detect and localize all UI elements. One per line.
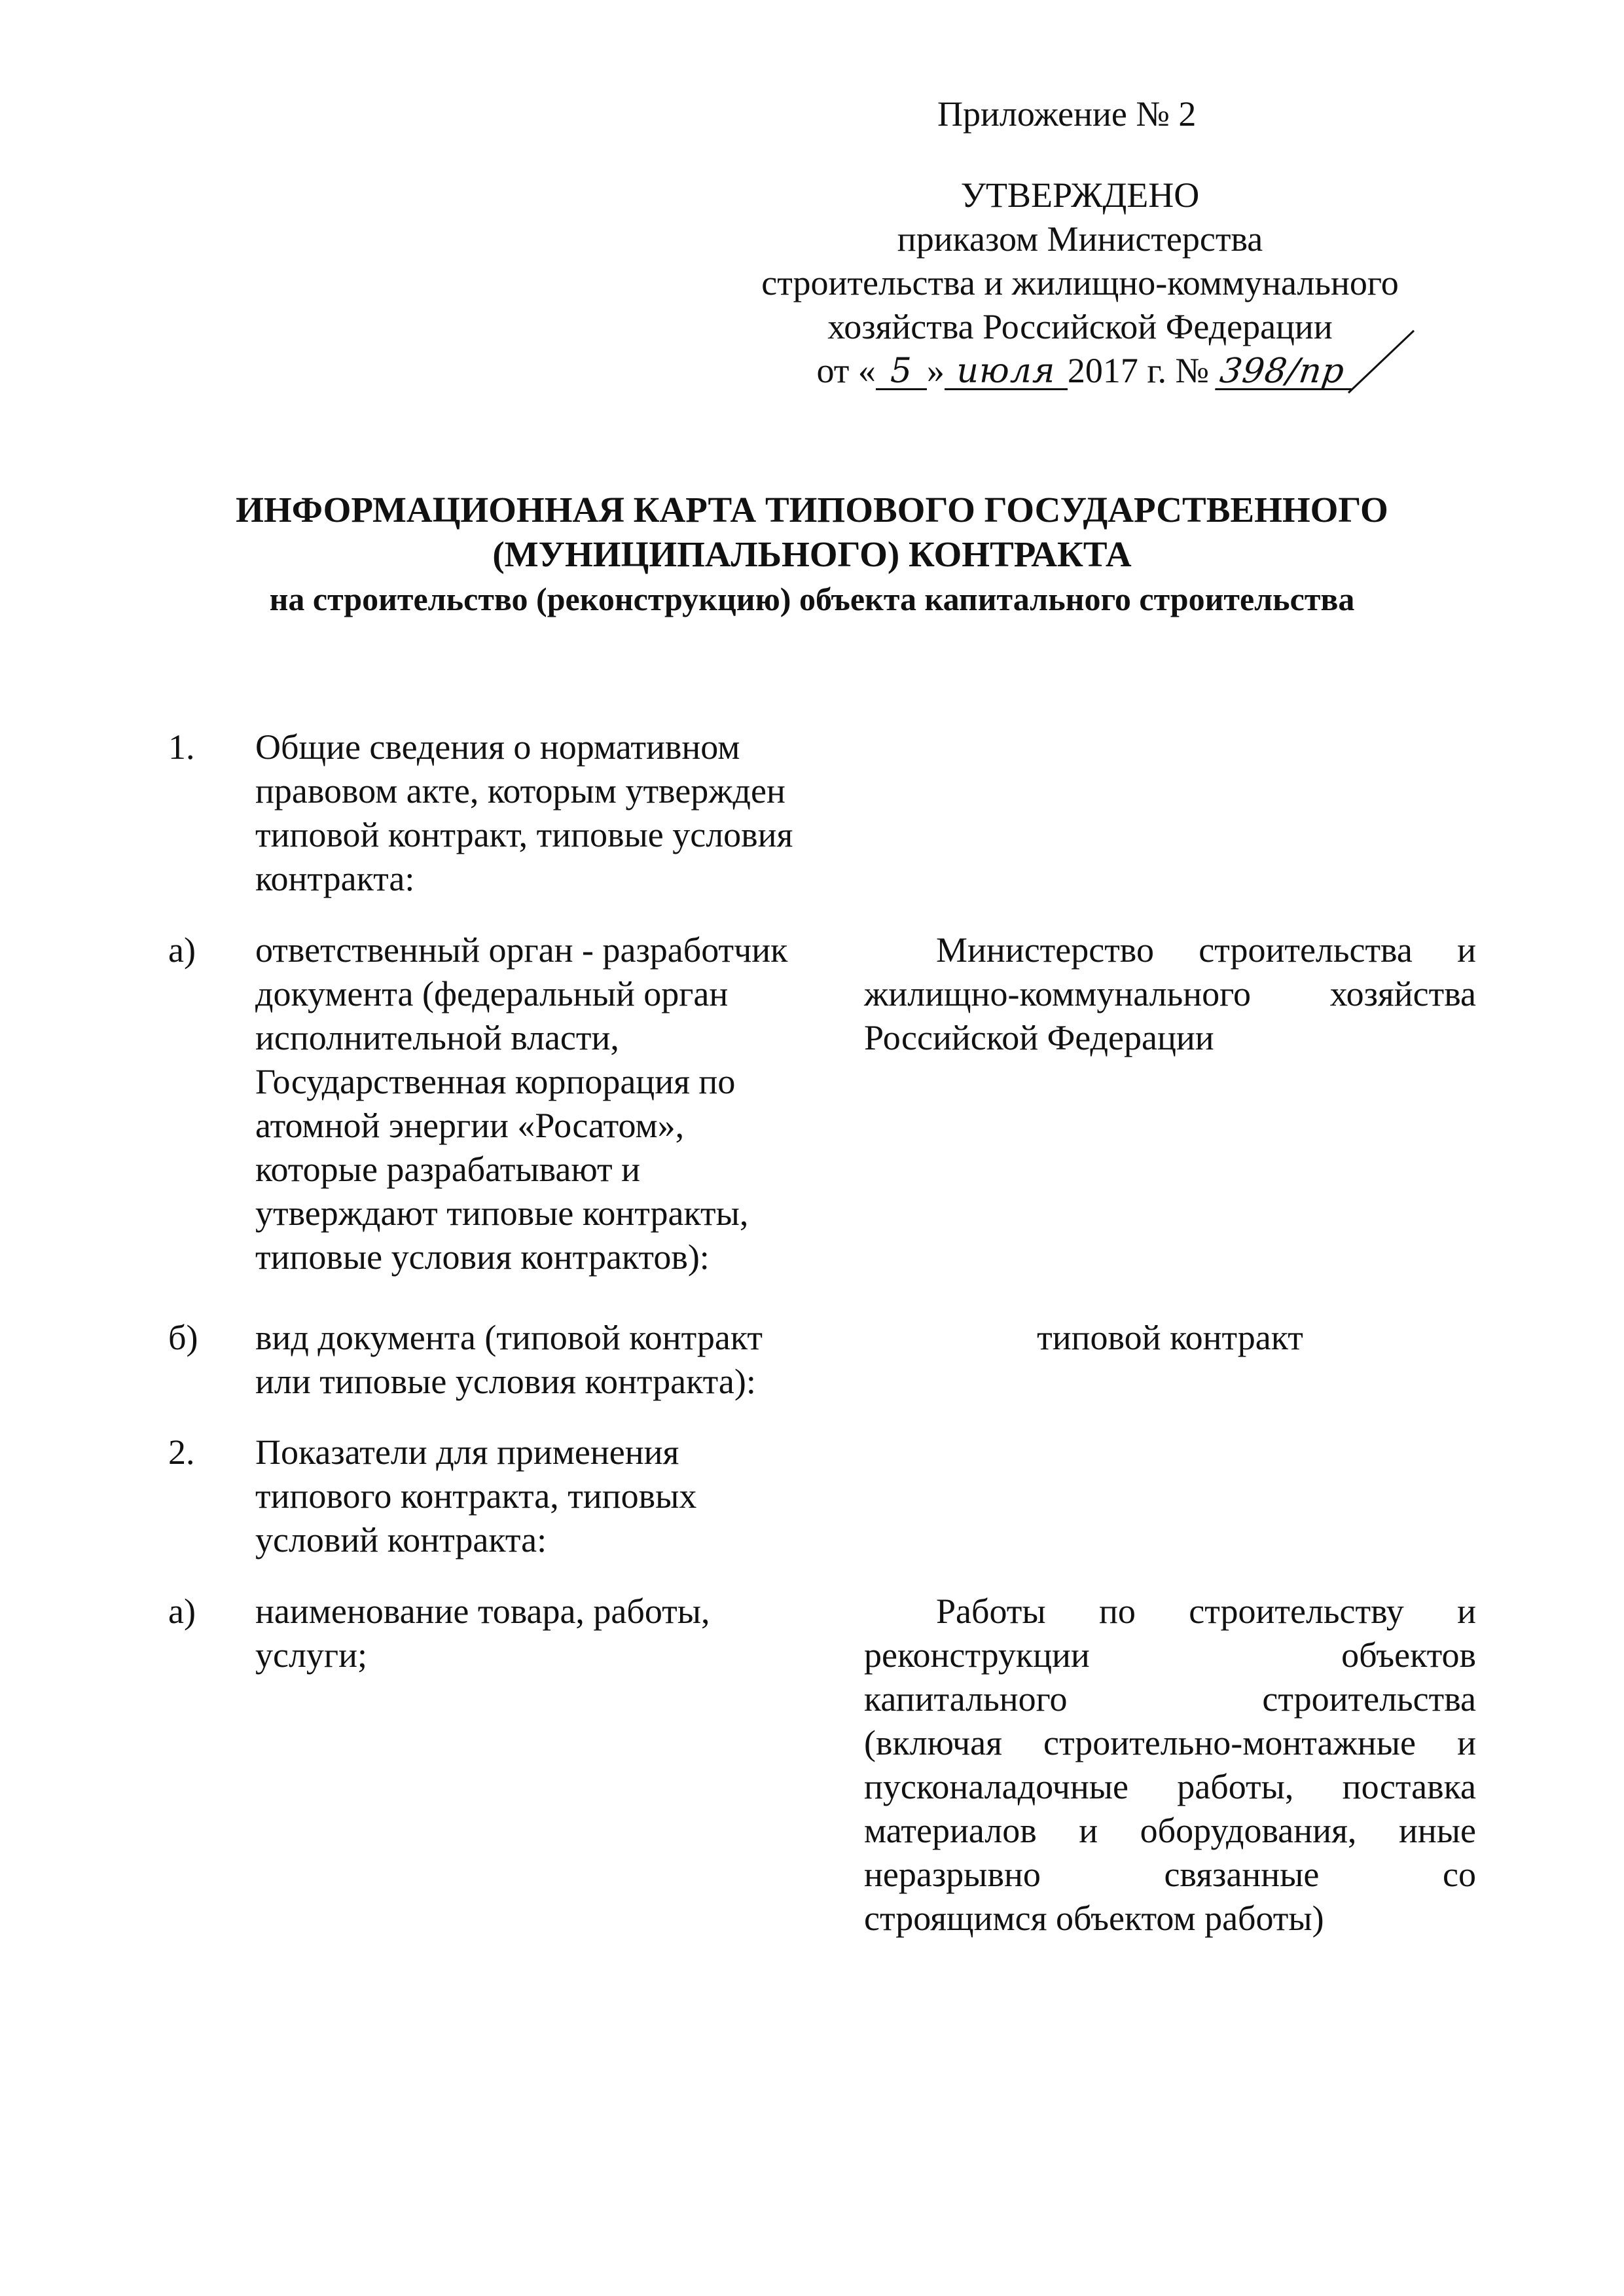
title-line-2: (МУНИЦИПАЛЬНОГО) КОНТРАКТА <box>492 534 1132 574</box>
value-line: жилищно-коммунального хозяйства <box>864 974 1476 1013</box>
label-line: наименование товара, работы, <box>255 1592 710 1631</box>
value-line: строящимся объектом работы) <box>864 1899 1324 1938</box>
item-label <box>255 928 871 1279</box>
label-line: Государственная корпорация по <box>255 1062 736 1101</box>
title-line-1: ИНФОРМАЦИОННАЯ КАРТА ТИПОВОГО ГОСУДАРСТВЕННОГО <box>236 490 1388 530</box>
approval-line-3: хозяйства Российской Федерации <box>827 307 1333 346</box>
item-number: 2. <box>168 1432 195 1472</box>
item-label <box>255 725 871 901</box>
label-line: Общие сведения о нормативном <box>255 727 740 767</box>
value-line: типовой контракт <box>1037 1318 1303 1357</box>
label-line: ответственный орган - разработчик <box>255 930 788 970</box>
document-title <box>131 488 1493 621</box>
label-line: исполнительной власти, <box>255 1018 619 1057</box>
label-line: Показатели для применения <box>255 1432 679 1472</box>
label-line: вид документа (типовой контракт <box>255 1318 763 1357</box>
label-line: атомной энергии «Росатом», <box>255 1106 685 1145</box>
item-1b-value <box>864 1316 1476 1360</box>
approval-date-line <box>732 349 1439 393</box>
item-number: б) <box>168 1318 198 1357</box>
label-line: услуги; <box>255 1635 367 1675</box>
item-label <box>255 1316 871 1404</box>
value-line: пусконаладочные работы, поставка <box>864 1767 1476 1806</box>
item-2a-value <box>864 1590 1476 1941</box>
date-year: 2017 г. № <box>1067 351 1209 390</box>
value-line: (включая строительно-монтажные и <box>864 1723 1476 1762</box>
handwritten-day: 5 <box>876 354 927 390</box>
value-line: капитального строительства <box>864 1679 1476 1719</box>
handwritten-order-number: 398/пр <box>1216 354 1357 390</box>
value-line: реконструкции объектов <box>864 1635 1476 1675</box>
value-line: неразрывно связанные со <box>864 1855 1476 1894</box>
date-mid: » <box>926 351 945 390</box>
label-line: контракта: <box>255 859 415 898</box>
item-number: а) <box>168 1592 196 1631</box>
label-line: или типовые условия контракта): <box>255 1362 756 1401</box>
label-line: правовом акте, которым утвержден <box>255 771 785 811</box>
approval-line-2: строительства и жилищно-коммунального <box>761 263 1399 302</box>
label-line: условий контракта: <box>255 1520 547 1559</box>
value-line: Российской Федерации <box>864 1018 1214 1057</box>
label-line: документа (федеральный орган <box>255 974 729 1013</box>
appendix-number: Приложение № 2 <box>937 94 1197 134</box>
label-line: типовые условия контрактов): <box>255 1237 710 1277</box>
label-line: типового контракта, типовых <box>255 1476 697 1516</box>
item-number: а) <box>168 930 196 970</box>
handwritten-stroke-icon <box>1342 327 1420 399</box>
handwritten-month: июля <box>945 354 1068 390</box>
date-prefix: от « <box>816 351 876 390</box>
value-line: Работы по строительству и <box>936 1592 1476 1631</box>
item-1a-value <box>864 928 1476 1060</box>
label-line: утверждают типовые контракты, <box>255 1194 749 1233</box>
approval-line-1: приказом Министерства <box>897 219 1263 259</box>
value-line: Министерство строительства и <box>936 930 1476 970</box>
item-number: 1. <box>168 727 195 767</box>
item-label <box>255 1590 871 1677</box>
label-line: которые разрабатывают и <box>255 1150 640 1189</box>
item-label <box>255 1430 871 1562</box>
approval-heading: УТВЕРЖДЕНО <box>960 175 1200 215</box>
label-line: типовой контракт, типовые условия <box>255 815 793 854</box>
title-subtitle: на строительство (реконструкцию) объекта капитального строительства <box>269 581 1355 617</box>
approval-block <box>727 173 1434 393</box>
value-line: материалов и оборудования, иные <box>864 1811 1476 1850</box>
